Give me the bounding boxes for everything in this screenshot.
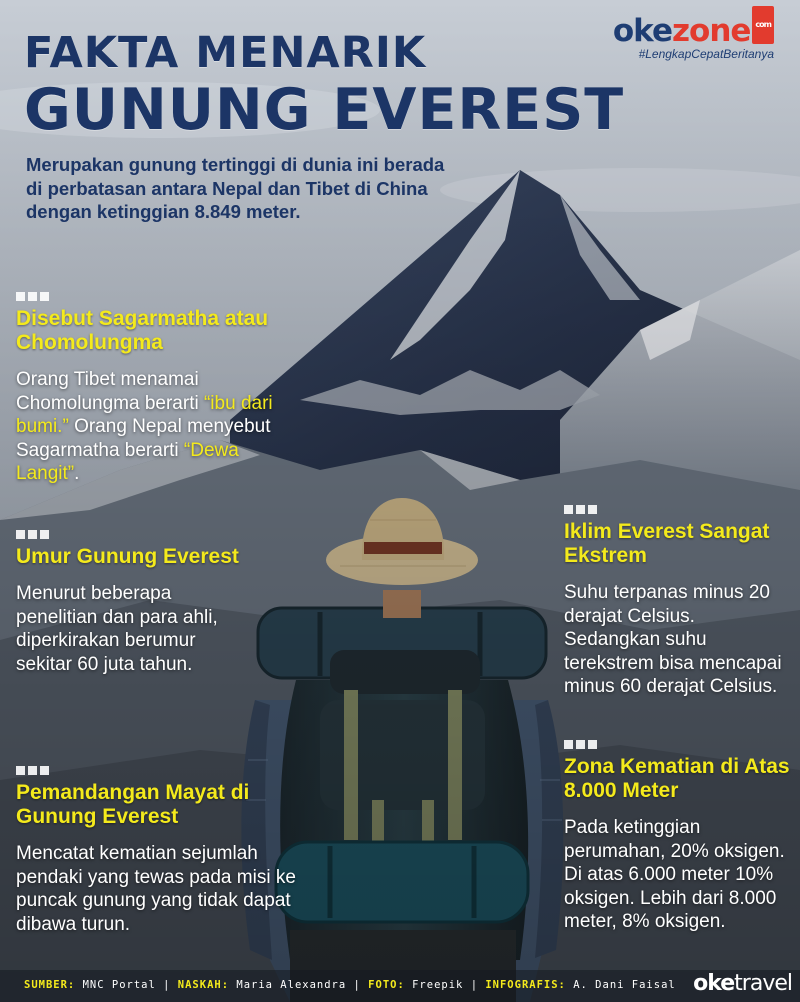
fact-heading: Iklim Everest Sangat Ekstrem	[564, 520, 770, 567]
fact-heading: Umur Gunung Everest	[16, 545, 239, 568]
oketravel-logo: oketravel	[693, 971, 792, 996]
highlight-quote: “Dewa Langit”	[16, 439, 239, 484]
bullet-squares-icon	[564, 505, 794, 514]
fact-sagarmatha	[16, 292, 276, 486]
fact-climate	[564, 505, 794, 699]
fact-heading: Disebut Sagarmatha atau Chomolungma	[16, 307, 269, 354]
page-title	[24, 28, 624, 142]
credits-line: SUMBER: MNC Portal | NASKAH: Maria Alexandra | FOTO: Freepik | INFOGRAFIS: A. Dani Faisal	[24, 979, 676, 991]
logo-oke: oke	[612, 13, 672, 49]
fact-death-zone	[564, 740, 794, 934]
logo-com-badge: com	[752, 6, 774, 44]
fact-age	[16, 530, 256, 676]
bullet-squares-icon	[564, 740, 794, 749]
fact-body: Suhu terpanas minus 20 derajat Celsius. Sedangkan suhu terekstrem bisa mencapai minus 60 derajat Celsius.	[564, 582, 782, 697]
bullet-squares-icon	[16, 292, 276, 301]
intro-text: Merupakan gunung tertinggi di dunia ini berada di perbatasan antara Nepal dan Tibet di China dengan ketinggian 8.849 meter.	[26, 154, 445, 222]
fact-body: Mencatat kematian sejumlah pendaki yang tewas pada misi ke puncak gunung yang tidak dapat dibawa turun.	[16, 843, 296, 935]
highlight-quote: “ibu dari bumi.”	[16, 392, 273, 437]
fact-body: Pada ketinggian perumahan, 20% oksigen. Di atas 6.000 meter 10% oksigen. Lebih dari 8.000 meter, 8% oksigen.	[564, 817, 785, 932]
fact-body: Menurut beberapa penelitian dan para ahli, diperkirakan berumur sekitar 60 juta tahun.	[16, 583, 218, 675]
bullet-squares-icon	[16, 766, 306, 775]
logo-tagline: #LengkapCepatBeritanya	[638, 47, 774, 61]
title-line-1: FAKTA MENARIK	[24, 28, 427, 78]
title-line-2: GUNUNG EVEREST	[24, 77, 625, 143]
fact-bodies	[16, 766, 306, 936]
logo-zone: zone	[671, 13, 751, 49]
bullet-squares-icon	[16, 530, 256, 539]
fact-body: Orang Tibet menamai Chomolungma berarti “ibu dari bumi.” Orang Nepal menyebut Sagarmatha berarti “Dewa Langit”.	[16, 369, 273, 484]
credits-footer	[0, 970, 800, 1002]
fact-heading: Zona Kematian di Atas 8.000 Meter	[564, 755, 790, 802]
okezone-logo	[613, 6, 774, 61]
fact-heading: Pemandangan Mayat di Gunung Everest	[16, 781, 250, 828]
